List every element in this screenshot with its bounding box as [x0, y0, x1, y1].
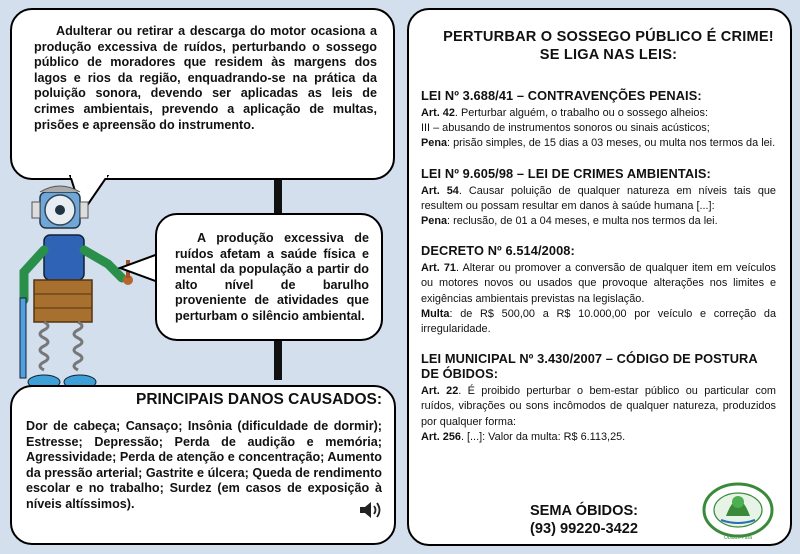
- law-label: Pena: [421, 137, 448, 150]
- effects-text: A produção excessiva de ruídos afetam a saúde física e mental da população a partir do alto nível de barulho proveniente de atividades que perturbam o silêncio ambiental.: [175, 231, 369, 323]
- law-line: Art. 22. É proibido perturbar o bem-estar público ou particular com ruídos, vibrações ou sons incômodos de qualquer natureza, produzidos por qualquer forma: Art. 256. [...]: Valor da multa: R$ 6.113,25.: [421, 385, 776, 443]
- law-section: [421, 88, 776, 152]
- intro-text: Adulterar ou retirar a descarga do motor ocasiona a produção excessiva de ruídos, perturbando o sossego público de moradores que residem às margens dos lagos e rios da região, enquadrando-se na prática da poluição sonora, devendo ser aplicadas as leis de crimes ambientais, prevendo a aplicação de multas, prisões e apreensão do instrumento.: [34, 24, 377, 132]
- law-line: Art. 71. Alterar ou promover a conversão de qualquer item em veículos ou motores novos ou usados que provoque alterações nos limites e exigências ambientais previstas na legislação. Multa: de R$ 500,00 a R$ 10.000,00 por veículo e correção da irregularidade.: [421, 262, 776, 336]
- law-heading: LEI MUNICIPAL Nº 3.430/2007 – CÓDIGO DE POSTURA DE ÓBIDOS:: [421, 351, 758, 382]
- robot-head: [32, 186, 88, 228]
- laws-title: PERTURBAR O SOSSEGO PÚBLICO É CRIME! SE LIGA NAS LEIS:: [443, 29, 774, 63]
- robot-illustration: [10, 180, 150, 410]
- intro-bubble: [10, 8, 395, 180]
- damages-bubble: [10, 385, 396, 545]
- damages-text: Dor de cabeça; Cansaço; Insônia (dificuldade de dormir); Estresse; Depressão; Perda de audição e memória; Agressividade; Perda de atenção e concentração; Aumento da pressão arterial; Gastrite e úlcera; Queda de rendimento escolar e no trabalho; Surdez (em casos de exposição à níveis altíssimos).: [26, 419, 382, 511]
- law-line: Art. 42. Perturbar alguém, o trabalho ou o sossego alheios: III – abusando de instrumentos sonoros ou sinais acústicos; Pena: prisão simples, de 15 dias a 03 meses, ou multa nos termos da lei.: [421, 107, 776, 150]
- law-label: Art. 22: [421, 385, 459, 398]
- contact-phone: (93) 99220-3422: [530, 521, 638, 537]
- contact-block: [439, 503, 729, 538]
- law-heading: DECRETO Nº 6.514/2008:: [421, 243, 575, 259]
- laws-bubble: [407, 8, 792, 546]
- law-label: Art. 256: [421, 430, 461, 443]
- speaker-icon: [358, 499, 382, 521]
- law-heading: LEI Nº 3.688/41 – CONTRAVENÇÕES PENAIS:: [421, 88, 702, 103]
- sema-logo: [699, 480, 777, 542]
- law-section: [421, 351, 776, 445]
- effects-bubble: [155, 213, 383, 341]
- damages-title: PRINCIPAIS DANOS CAUSADOS:: [136, 391, 383, 408]
- law-label: Pena: [421, 215, 448, 228]
- effects-bubble-tail: [118, 250, 160, 290]
- law-label: Art. 42: [421, 107, 455, 119]
- logo-subtext: Óbidos-Pará: [723, 535, 753, 541]
- law-label: Art. 54: [421, 184, 459, 197]
- contact-org: SEMA ÓBIDOS:: [529, 503, 639, 519]
- law-line: Art. 54. Causar poluição de qualquer natureza em níveis tais que resultem ou possam resultar em danos à saúde humana [...]: Pena: reclusão, de 01 a 04 meses, e multa nos termos da lei.: [421, 184, 776, 228]
- law-section: [421, 166, 776, 230]
- law-label: Art. 71: [421, 262, 456, 275]
- law-label: Multa: [421, 307, 450, 320]
- law-heading: LEI Nº 9.605/98 – LEI DE CRIMES AMBIENTAIS:: [421, 165, 711, 181]
- law-section: [421, 243, 776, 337]
